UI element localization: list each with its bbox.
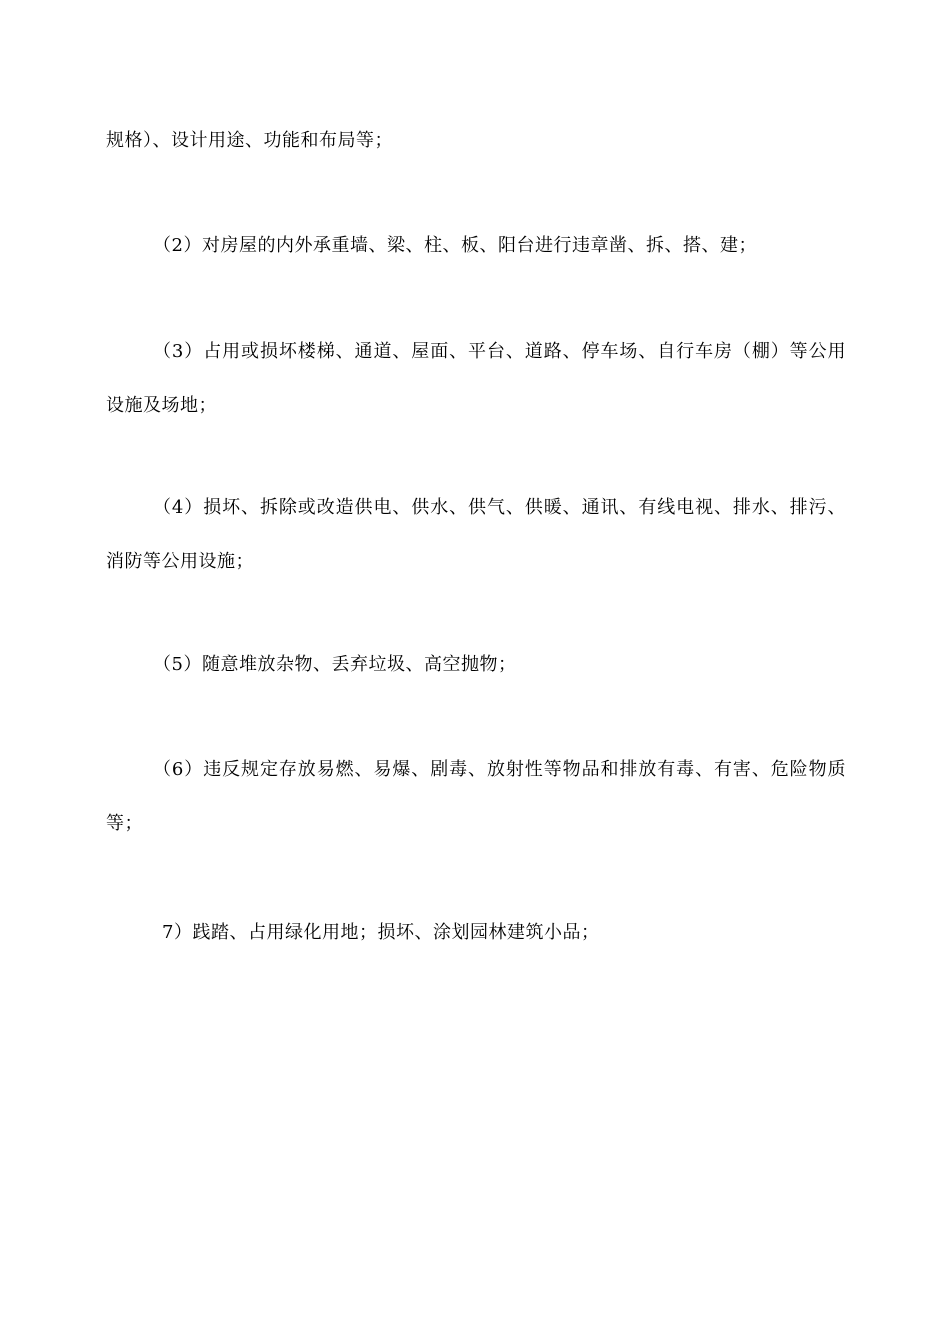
paragraph-item-6: （6）违反规定存放易燃、易爆、剧毒、放射性等物品和排放有毒、有害、危险物质等； — [106, 759, 846, 834]
paragraph-item-4: （4）损坏、拆除或改造供电、供水、供气、供暖、通讯、有线电视、排水、排污、消防等公用设施； — [106, 497, 846, 572]
paragraph-item-2: （2）对房屋的内外承重墙、梁、柱、板、阳台进行违章凿、拆、搭、建； — [153, 235, 757, 256]
paragraph-item-7: 7）践踏、占用绿化用地；损坏、涂划园林建筑小品； — [162, 922, 600, 943]
paragraph-item-5: （5）随意堆放杂物、丢弃垃圾、高空抛物； — [153, 654, 517, 675]
paragraph-continuation: 规格）、设计用途、功能和布局等； — [106, 130, 393, 151]
paragraph-item-3: （3）占用或损坏楼梯、通道、屋面、平台、道路、停车场、自行车房（棚）等公用设施及场地； — [106, 341, 846, 416]
